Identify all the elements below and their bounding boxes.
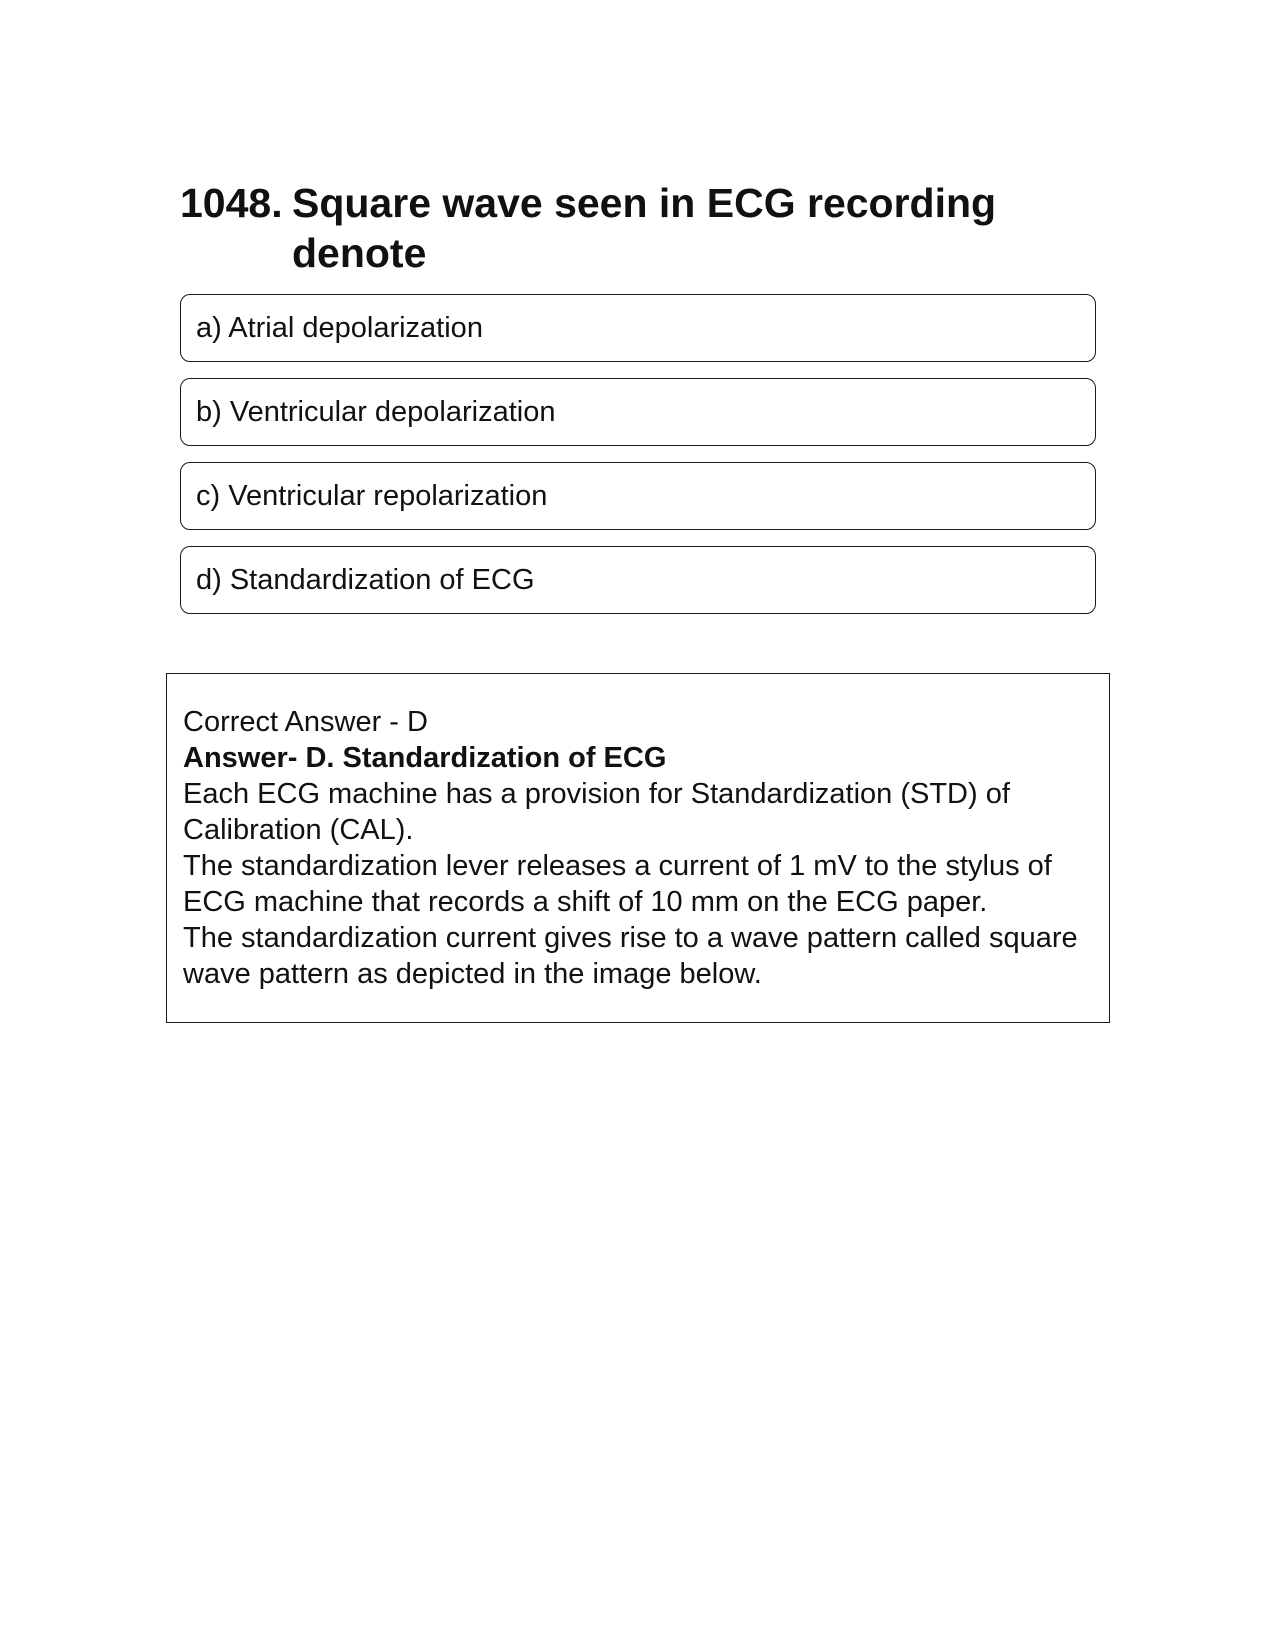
question-heading (180, 178, 1080, 278)
option-a[interactable] (180, 294, 1096, 362)
option-c[interactable] (180, 462, 1096, 530)
explanation-paragraph-1: Each ECG machine has a provision for Standardization (STD) of Calibration (CAL). (183, 778, 1010, 846)
options-list (180, 294, 1096, 630)
option-d[interactable] (180, 546, 1096, 614)
explanation-paragraph-3: The standardization current gives rise to a wave pattern called square wave pattern as depicted in the image below. (183, 922, 1078, 990)
option-d-label: d) Standardization of ECG (196, 563, 535, 596)
correct-answer-line: Correct Answer - D (183, 706, 428, 738)
option-b-label: b) Ventricular depolarization (196, 395, 556, 428)
answer-explanation-box (166, 673, 1110, 1023)
question-text: Square wave seen in ECG recording denote (292, 180, 997, 276)
option-b[interactable] (180, 378, 1096, 446)
explanation-paragraph-2: The standardization lever releases a current of 1 mV to the stylus of ECG machine that records a shift of 10 mm on the ECG paper. (183, 850, 1052, 918)
answer-title: Answer- D. Standardization of ECG (183, 742, 667, 774)
question-number: 1048. (180, 180, 283, 226)
option-c-label: c) Ventricular repolarization (196, 479, 548, 512)
option-a-label: a) Atrial depolarization (196, 311, 483, 344)
